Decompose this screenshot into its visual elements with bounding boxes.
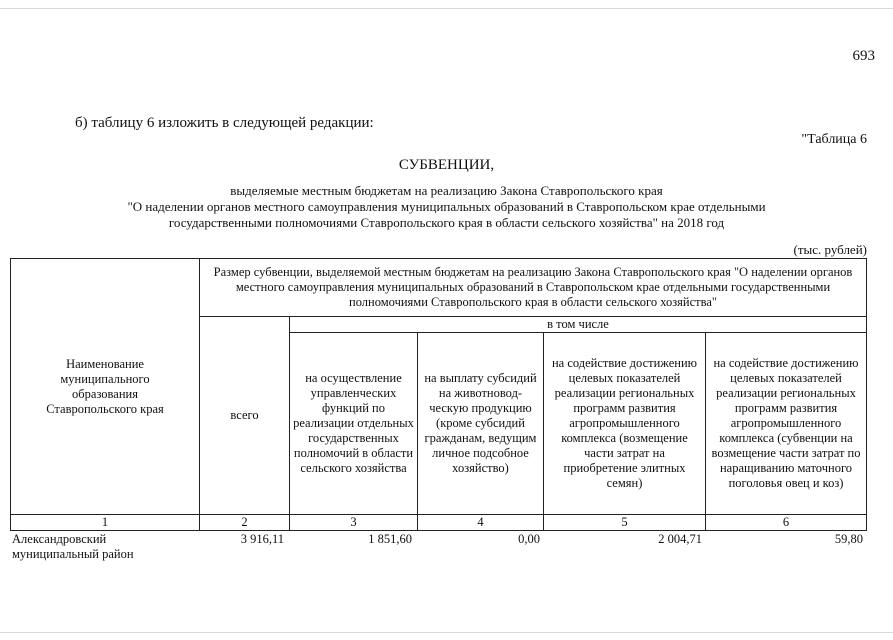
column-number: 5 <box>544 515 706 531</box>
subventions-table <box>10 258 867 531</box>
subtitle-line-1: выделяемые местным бюджетам на реализацию Закона Ставропольского края <box>230 183 663 198</box>
column-number: 3 <box>290 515 418 531</box>
subtitle-line-3: государственными полномочиями Ставропольского края в области сельского хозяйства" на 2018 год <box>168 215 725 230</box>
column-number: 1 <box>11 515 200 531</box>
header-subvention-size: Размер субвенции, выделяемой местным бюджетам на реализацию Закона Ставропольского края "О наделении органов местного самоуправления муниципальных образований в Ставропольском крае отдельными государственными полномочиями Ставропольского края в области сельского хозяйства" <box>200 259 867 317</box>
municipality-name: Александровский муниципальный район <box>12 532 134 561</box>
value-management-functions: 1 851,60 <box>368 532 412 546</box>
value-sheep-goats: 59,80 <box>834 532 863 546</box>
header-livestock-subsidies: на выплату субсидий на животновод- ческую продукцию (кроме субсидий гражданам, ведущим личное подсобное хозяйство) <box>418 333 544 515</box>
intro-text: б) таблицу 6 изложить в следующей редакции: <box>75 115 374 131</box>
table-row <box>10 532 866 566</box>
header-sheep-goats: на содействие достижению целевых показателей реализации региональных программ развития агропромышленного комплекса (субвенции на возмещение части затрат по наращиванию маточного поголовья овец и коз) <box>706 333 867 515</box>
column-number: 2 <box>200 515 290 531</box>
value-elite-seeds: 2 004,71 <box>658 532 702 546</box>
scan-artifact-bottom <box>0 632 893 633</box>
column-number: 6 <box>706 515 867 531</box>
header-management-functions: на осуществление управленческих функций по реализации отдельных государственных полномочий в области сельского хозяйства <box>290 333 418 515</box>
header-municipality: Наименование муниципального образования Ставропольского края <box>11 259 200 515</box>
value-total: 3 916,11 <box>240 532 284 546</box>
header-including: в том числе <box>290 317 867 333</box>
value-livestock-subsidies: 0,00 <box>518 532 540 546</box>
table-label: "Таблица 6 <box>801 132 867 147</box>
units-label: (тыс. рублей) <box>793 242 867 257</box>
page-number: 693 <box>852 48 875 64</box>
header-total: всего <box>200 317 290 515</box>
column-number: 4 <box>418 515 544 531</box>
scan-artifact-top <box>0 8 893 9</box>
document-title: СУБВЕНЦИИ, <box>398 157 495 173</box>
header-elite-seeds: на содействие достижению целевых показателей реализации региональных программ развития агропромышленного комплекса (возмещение части затрат на приобретение элитных семян) <box>544 333 706 515</box>
subtitle-line-2: "О наделении органов местного самоуправления муниципальных образований в Ставропольском крае отдельными <box>127 199 766 214</box>
